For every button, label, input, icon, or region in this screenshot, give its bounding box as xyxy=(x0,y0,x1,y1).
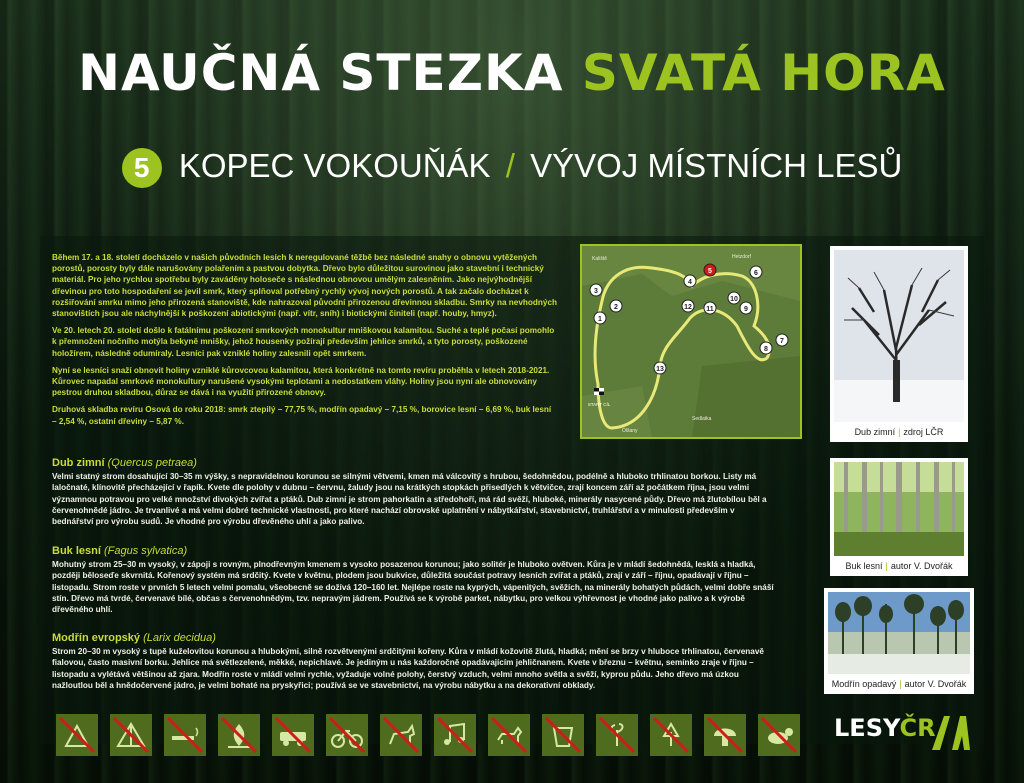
map-stop-12 xyxy=(682,300,694,312)
photo-caption: Modřín opadavý | autor V. Dvořák xyxy=(831,679,967,689)
species-larch xyxy=(52,633,777,691)
map-stop-2 xyxy=(610,300,622,312)
intro-paragraph: Druhová skladba revíru Osová do roku 2018: smrk ztepilý – 77,75 %, modřín opadavý – 7,15 %, borovice lesní – 6,69 %, buk lesní – 2,54 %, ostatní dřeviny – 5,87 %. xyxy=(52,405,552,426)
map-stop-3 xyxy=(590,284,602,296)
species-description: Mohutný strom 25–30 m vysoký, v zápoji s rovným, plnodřevným kmenem s vysoko posazenou korunou; jako solitér je hluboko ovětven. Kůra je v mládí šedohnědá, lesklá a hladká, později běloseďe skvrnitá. Kořenový systém má srdčitý. Kvete v květnu, plodem jsou bukvice, důležitá součást potravy lesních zvířat a ptáků, zrají v září – říjnu, opadávají v říjnu – listopadu. Strom roste v prvních 5 letech velmi pomalu, všeobecně se dožívá 120–160 let. Nejlépe roste na kyprých, vápenitých, svěžích, na minerály bohatých půdách, velmi dobře snáší stín. Dřevo má tvrdé, červenavé bílé, občas s červenohnědým, tzv. nepravým jádrem. Používá se k výrobě parket, nábytku, pro velkou výhřevnost je vhodné jako palivo a k výrobě dřevěného uhlí. xyxy=(52,560,774,615)
map-stop-10 xyxy=(728,292,740,304)
species-oak xyxy=(52,458,777,527)
svg-text:7: 7 xyxy=(780,338,784,345)
trail-map-graphic xyxy=(582,246,800,437)
title-part-green: SVATÁ HORA xyxy=(581,44,946,102)
no-damaging-trees-icon xyxy=(650,714,692,756)
svg-text:8: 8 xyxy=(764,346,768,353)
logo-text: LESYČR xyxy=(834,714,936,742)
no-dumping-icon xyxy=(542,714,584,756)
species-latin-name: (Fagus sylvatica) xyxy=(103,545,188,557)
map-stop-5 xyxy=(704,264,716,276)
stop-place: KOPEC VOKOUŇÁK xyxy=(178,147,491,184)
map-label-town: Sedlatka xyxy=(692,416,712,422)
page-title xyxy=(0,44,1024,102)
species-description: Strom 20–30 m vysoký s tupě kuželovitou korunou a hlubokými, silně rozvětvenými srdčitými kořeny. Kůra v mládí kožovitě žlutá, hladká; mění se brzy v hluboce trhlinatou, červenavě fialovou, často masivní borku. Jehlice má světlezelené, měkké, nepichlavé. Je jediným u nás každoročně opadávajícím jehličnanem. Kvete v březnu – květnu, semínko zraje v říjnu – listopadu a vylétává většinou až zjara. Modřín roste v mládí velmi rychle, vyžaduje volné polohy, čerstvý vzduch, velmi mnoho světla a svěží, kyprou půdu. Jeho dřevo má úzkou nažloutlou běl a hnědočervené jádro, je velmi bohaté na pryskyřici; používá se ve stavebnictví, na výrobu nábytku a na dekorativní obklady. xyxy=(52,647,764,690)
map-stop-8 xyxy=(760,342,772,354)
logo-mark-icon xyxy=(930,712,972,752)
species-heading: Modřín evropský (Larix decidua) xyxy=(52,632,216,644)
intro-paragraph: Ve 20. letech 20. století došlo k fatálnímu poškození smrkových monokultur mniškovou kalamitou. Suché a teplé počasí pomohlo k přemnožení nočního motýla bekyně mnišky, jehož housenky požírají především jehlice smrků, a tyto porosty, poškozené holožírem, následně odumíraly. Lesníci pak vzniklé holiny zalesnili opět smrkem. xyxy=(52,326,555,358)
beech-forest-photo xyxy=(834,462,964,556)
no-horse-riding-icon xyxy=(380,714,422,756)
svg-text:6: 6 xyxy=(754,270,758,277)
oak-tree-photo xyxy=(834,250,964,422)
svg-text:11: 11 xyxy=(706,306,714,313)
map-stop-1 xyxy=(594,312,606,324)
photo-caption: Buk lesní | autor V. Dvořák xyxy=(845,561,953,571)
svg-text:10: 10 xyxy=(730,296,738,303)
photo-caption: Dub zimní | zdroj LČR xyxy=(854,427,944,437)
species-latin-name: (Quercus petraea) xyxy=(107,457,197,469)
no-cycling-icon xyxy=(326,714,368,756)
no-fire-icon xyxy=(218,714,260,756)
svg-text:1: 1 xyxy=(598,316,602,323)
subtitle-separator: / xyxy=(505,147,515,184)
photo-larch xyxy=(824,588,974,694)
no-camping-icon xyxy=(110,714,152,756)
photo-oak xyxy=(830,246,968,442)
no-mushroom-picking-icon xyxy=(704,714,746,756)
svg-text:2: 2 xyxy=(614,304,618,311)
trail-map xyxy=(580,244,802,439)
lesy-cr-logo xyxy=(834,710,974,756)
map-stop-13 xyxy=(654,362,666,374)
map-stop-7 xyxy=(776,334,788,346)
stop-topic: VÝVOJ MÍSTNÍCH LESŮ xyxy=(530,147,903,184)
no-vehicles-icon xyxy=(272,714,314,756)
larch-forest-photo xyxy=(828,592,970,674)
no-disturbing-animals-icon xyxy=(758,714,800,756)
svg-text:9: 9 xyxy=(744,306,748,313)
no-tent-icon xyxy=(56,714,98,756)
map-stop-11 xyxy=(704,302,716,314)
no-dog-icon xyxy=(488,714,530,756)
svg-text:3: 3 xyxy=(594,288,598,295)
map-label-town: Hetzdorf xyxy=(732,254,751,260)
svg-text:4: 4 xyxy=(688,279,692,286)
species-description: Velmi statný strom dosahující 30–35 m výšky, s nepravidelnou korunou se silnými větvemi, kmen má válcovitý s hrubou, šedohnědou, podélně a hluboko trhlinatou borkou. Listy má laločnaté, klínovitě přecházející v řapík. Kvete dle polohy v dubnu – červnu, žaludy jsou na krátkých stopkách přisedlých k větvičce, zrají koncem září až počátkem října, jsou velmi významnou potravou pro velké množství divokých zvířat a ptáků. Dub zimní je strom pahorkatin a středohoří, má rád svěží, hluboké, minerály nasycené půdy. Dřevo má žlutobílou běl a červenohnědé jádro. Je trvanlivé a má velmi dobré technické vlastnosti, pro které nachází obrovské uplatnění v nábytkářství, stavebnictví, truhlářství a v minulosti především v bednářství pro výrobu sudů. Je vhodné pro výrobu dřevěného uhlí a jako palivo. xyxy=(52,472,767,527)
species-heading: Dub zimní (Quercus petraea) xyxy=(52,457,197,469)
svg-text:5: 5 xyxy=(708,268,712,275)
photo-beech xyxy=(830,458,968,576)
map-stop-9 xyxy=(740,302,752,314)
no-picking-plants-icon xyxy=(596,714,638,756)
map-stop-6 xyxy=(750,266,762,278)
no-smoking-icon xyxy=(164,714,206,756)
svg-text:13: 13 xyxy=(656,366,664,373)
svg-text:START CÍL: START CÍL xyxy=(587,402,611,407)
map-label-town: Olšany xyxy=(622,428,638,434)
stop-number-badge: 5 xyxy=(122,148,162,188)
map-stop-4 xyxy=(684,275,696,287)
species-latin-name: (Larix decidua) xyxy=(143,632,216,644)
svg-text:12: 12 xyxy=(684,304,692,311)
intro-text xyxy=(52,252,557,433)
map-label-town: Kaliště xyxy=(592,256,608,262)
title-part-white: NAUČNÁ STEZKA xyxy=(78,44,564,102)
no-music-icon xyxy=(434,714,476,756)
species-beech xyxy=(52,546,777,615)
species-heading: Buk lesní (Fagus sylvatica) xyxy=(52,545,188,557)
intro-paragraph: Během 17. a 18. století docházelo v našich původních lesích k neregulované těžbě bez následné snahy o obnovu vytěžených porostů, porosty byly dále narušovány polařením a pastvou dobytka. Dřevo bylo důležitou surovinou jako stavební i technický materiál. Pro jeho rychlou spotřebu byly zaváděny holoseče s následnou obnovou umělým zalesněním. Jako nejvýhodnější dřevinou pro toto hospodaření se jevil smrk, který splňoval potřebný rychlý vývoj nových porostů. A tak začalo docházet k rozšiřování smrku mimo jeho přirozená stanoviště, kde nahrazoval původní přirozenou dřevinnou skladbu. Smrky na nevhodných stanovištích jsou ale náchylnější k poškození abiotickými (např. vítr, sníh) i biotickými činiteli (např. houby, hmyz). xyxy=(52,253,558,319)
intro-paragraph: Nyní se lesníci snaží obnovit holiny vzniklé kůrovcovou kalamitou, která konkrétně na tomto revíru proběhla v letech 2018-2021. Kůrovec napadal smrkové monokultury narušené vysokými teplotami a nedostatkem vláhy. Holiny jsou nyní ale obnovovány pestrou druhou skladbou, důraz se dává i na využití přirozené obnovy. xyxy=(52,365,550,398)
stop-subtitle xyxy=(0,147,1024,188)
